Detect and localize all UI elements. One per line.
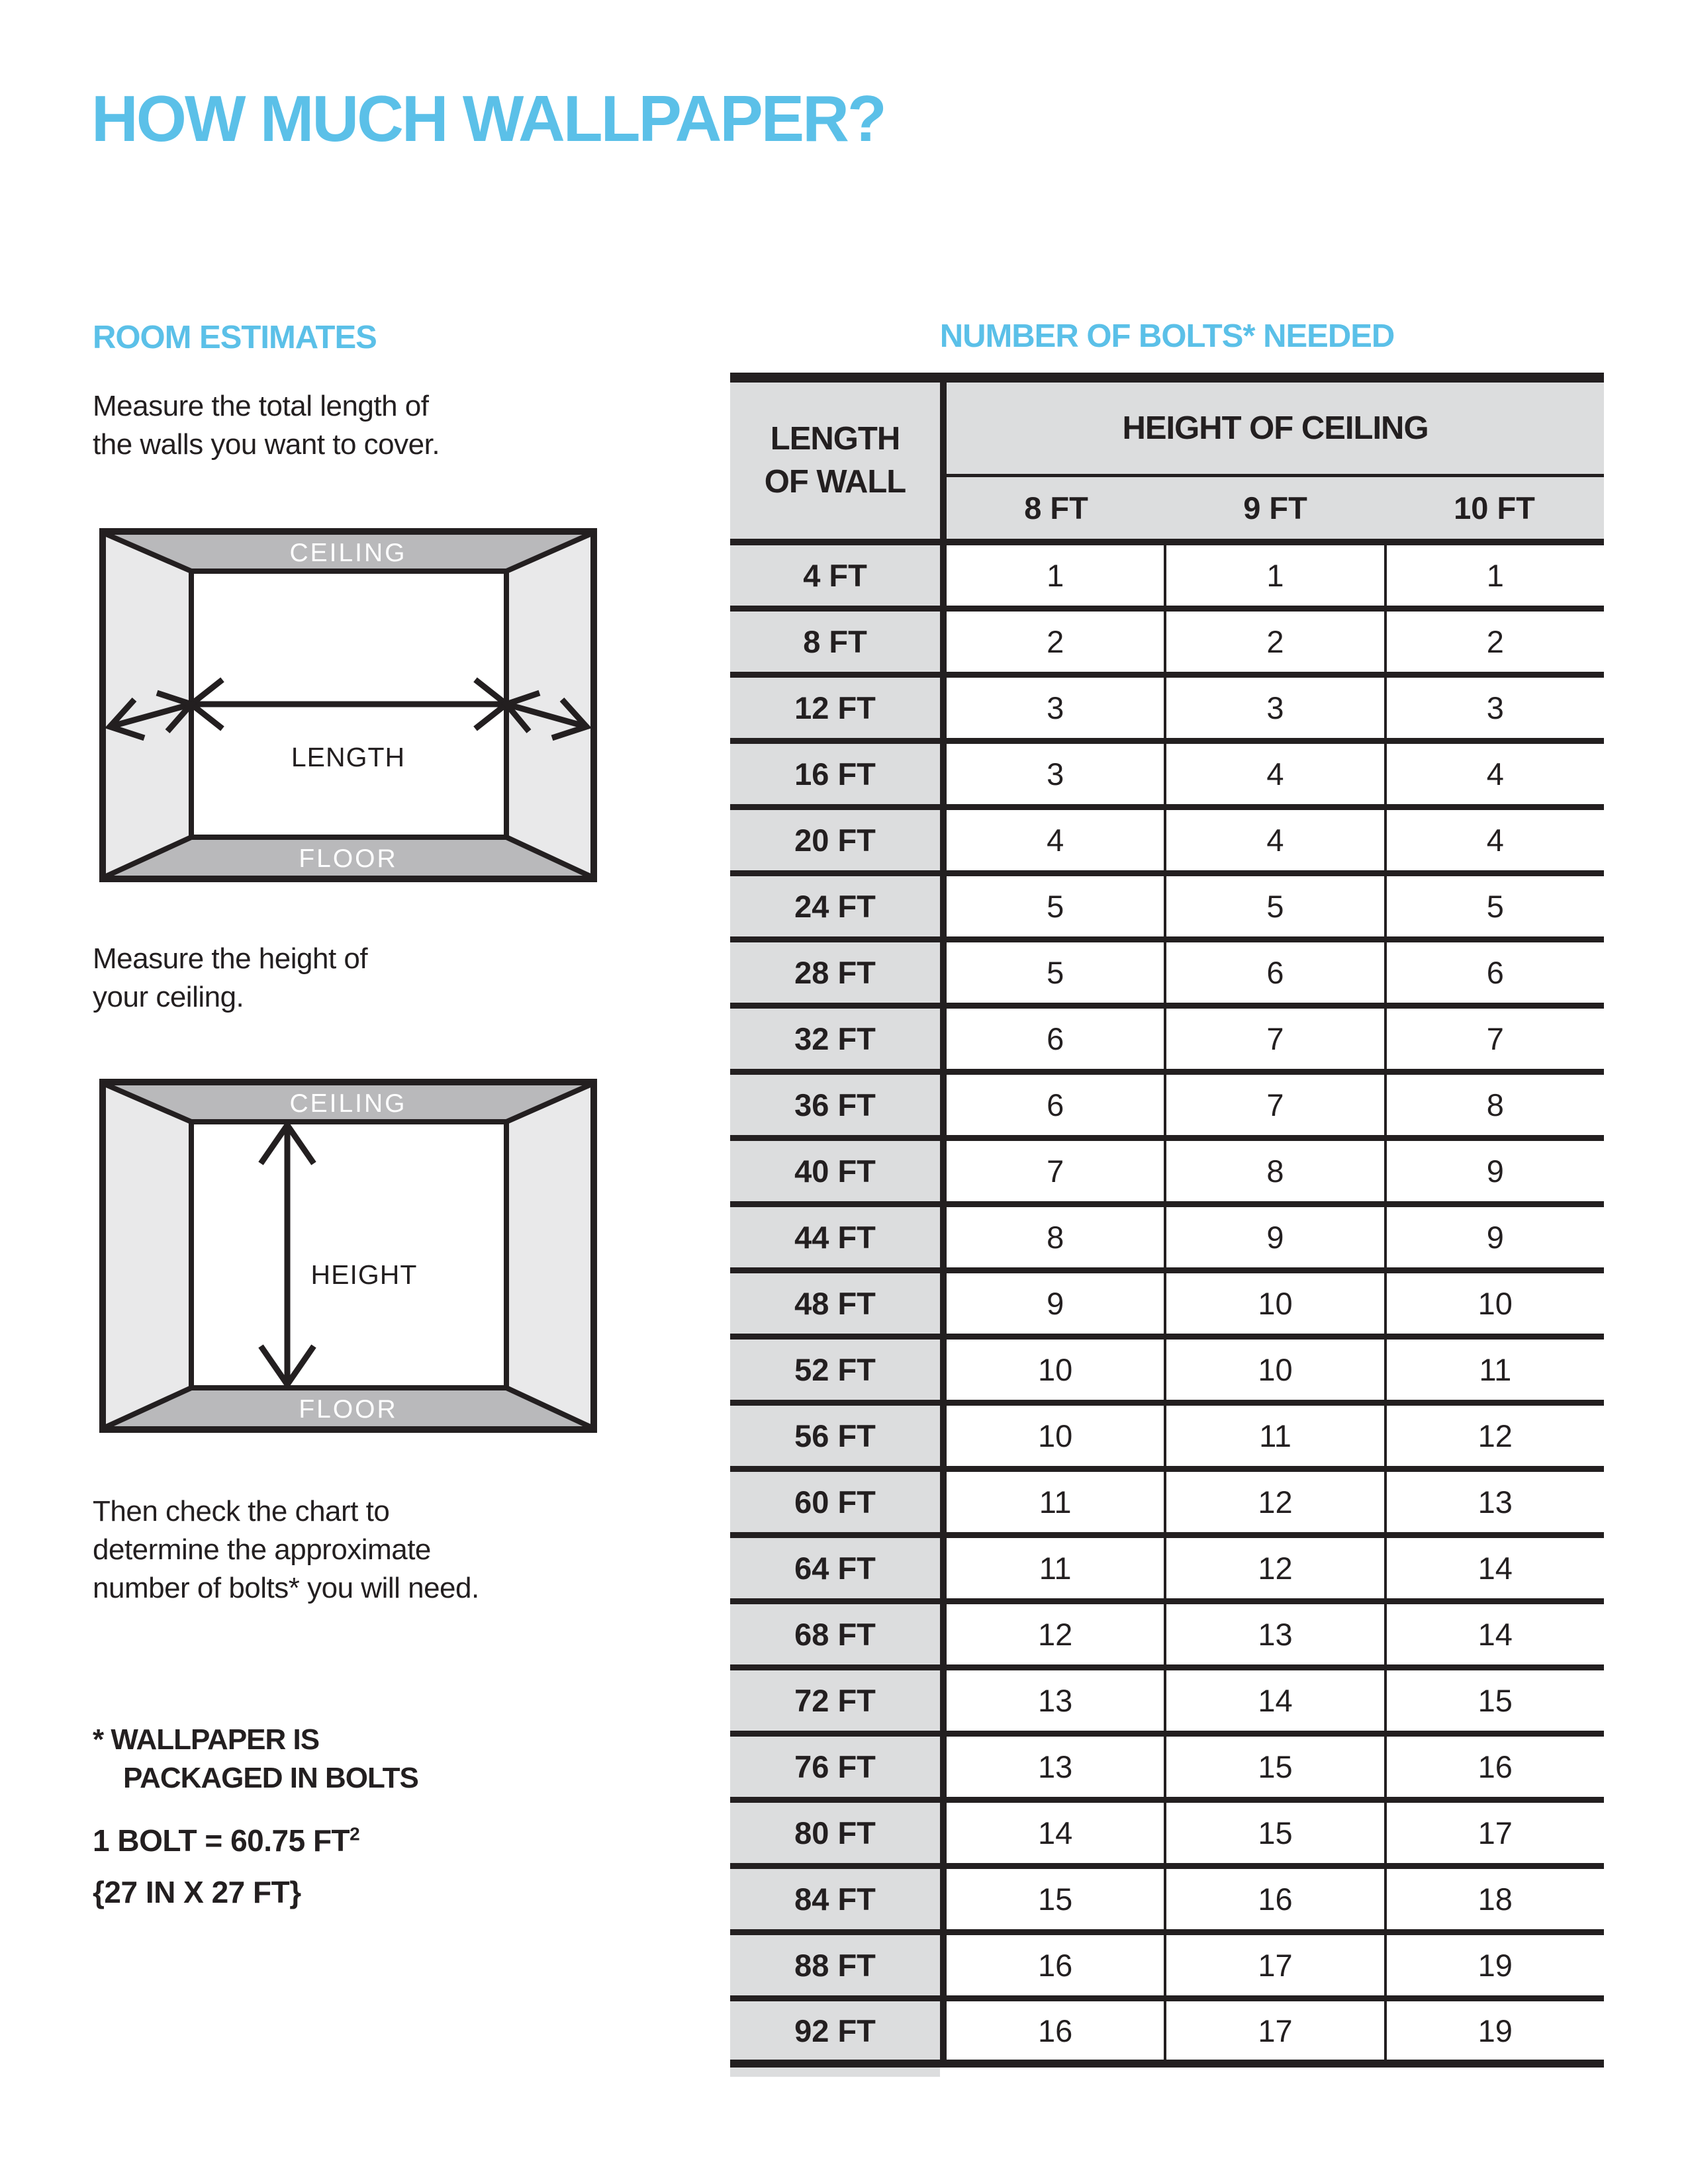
bolts-footnote-line2: PACKAGED IN BOLTS [123,1762,418,1795]
bolt-count-cell: 6 [947,1009,1164,1069]
bolt-count-cell: 1 [947,545,1164,606]
bolt-count-cell: 11 [947,1472,1164,1532]
bolt-count-cell: 15 [1164,1803,1383,1863]
column-divider [940,744,947,804]
header-bottom-border [730,539,1604,545]
table-row [730,1340,1604,1406]
bolt-count-cell: 6 [1164,942,1383,1003]
page-title: HOW MUCH WALLPAPER? [91,82,885,155]
bolt-count-cell: 15 [1164,1737,1383,1797]
bolt-count-cell: 4 [1384,744,1604,804]
instruction-height-line2: your ceiling. [93,981,244,1014]
bolt-count-cell: 11 [947,1538,1164,1598]
bolt-count-cell: 16 [1384,1737,1604,1797]
bolt-count-cell: 4 [947,810,1164,870]
room-length-diagram [99,528,597,882]
wall-length-cell: 60 FT [730,1472,940,1532]
table-header [730,383,1604,539]
bolt-count-cell: 18 [1384,1869,1604,1929]
bolt-count-cell: 8 [947,1207,1164,1267]
table-row [730,942,1604,1009]
table-row [730,612,1604,678]
right-wall-surface [506,1084,592,1428]
bolt-count-cell: 10 [1164,1340,1383,1400]
bolt-dimensions: {27 IN X 27 FT} [93,1875,301,1910]
wall-length-cell: 80 FT [730,1803,940,1863]
wall-length-cell: 44 FT [730,1207,940,1267]
column-divider [940,876,947,936]
bolts-footnote [93,1721,418,1797]
wall-length-cell: 48 FT [730,1273,940,1334]
bolt-count-cell: 2 [1384,612,1604,672]
bolt-count-cell: 7 [1164,1075,1383,1135]
bolt-count-cell: 10 [947,1406,1164,1466]
wall-length-cell: 52 FT [730,1340,940,1400]
column-divider [940,810,947,870]
bolt-count-cell: 11 [1164,1406,1383,1466]
bolt-count-cell: 8 [1384,1075,1604,1135]
instruction-height [93,940,367,1017]
bolt-count-cell: 16 [1164,1869,1383,1929]
bolt-count-cell: 4 [1164,810,1383,870]
bolt-equivalence: 1 BOLT = 60.75 $FT^2$ [93,1823,360,1858]
instruction-height-line1: Measure the height of [93,942,368,975]
table-row [730,1935,1604,2001]
wall-length-cell: 76 FT [730,1737,940,1797]
table-row [730,2001,1604,2068]
column-divider [940,1009,947,1069]
bolts-table [730,373,1604,2077]
bolt-count-cell: 11 [1384,1340,1604,1400]
table-row [730,876,1604,942]
bolt-count-cell: 15 [947,1869,1164,1929]
table-row [730,1803,1604,1869]
ceiling-heights-row [947,477,1604,539]
table-row [730,678,1604,744]
wall-length-cell: 24 FT [730,876,940,936]
wall-length-cell: 64 FT [730,1538,940,1598]
column-divider [940,1737,947,1797]
length-label: LENGTH [291,742,406,772]
bolt-count-cell: 9 [947,1273,1164,1334]
instruction-chart-line2: determine the approximate [93,1533,431,1567]
bolts-needed-heading: NUMBER OF BOLTS* NEEDED [939,318,1395,354]
column-divider [940,1604,947,1664]
bolt-count-cell: 14 [1164,1670,1383,1731]
wall-length-cell: 36 FT [730,1075,940,1135]
bolt-count-cell: 17 [1164,2001,1383,2060]
wall-length-cell: 28 FT [730,942,940,1003]
bolt-count-cell: 9 [1384,1141,1604,1201]
column-divider [940,545,947,606]
bolt-count-cell: 6 [947,1075,1164,1135]
bolts-footnote-line1: * WALLPAPER IS [93,1723,320,1756]
wall-length-cell: 20 FT [730,810,940,870]
bolt-count-cell: 12 [1384,1406,1604,1466]
bolt-count-cell: 8 [1164,1141,1383,1201]
ceiling-label: CEILING [289,539,407,567]
bolt-count-cell: 4 [1164,744,1383,804]
table-row [730,1273,1604,1340]
instruction-chart-line1: Then check the chart to [93,1495,390,1527]
back-wall [191,1122,506,1388]
column-divider [940,1935,947,1995]
table-row [730,1670,1604,1737]
bolt-count-cell: 17 [1164,1935,1383,1995]
height-col-10ft: 10 FT [1454,490,1535,525]
table-row [730,744,1604,810]
wall-length-cell: 72 FT [730,1670,940,1731]
instruction-chart [93,1492,479,1608]
table-row [730,1538,1604,1604]
column-divider [940,612,947,672]
bolt-count-cell: 7 [1164,1009,1383,1069]
length-of-wall-line2: OF WALL [764,464,906,500]
ceiling-label: CEILING [289,1089,407,1118]
instruction-chart-line3: number of bolts* you will need. [93,1572,479,1605]
column-divider [940,1406,947,1466]
height-of-ceiling-header [947,383,1604,539]
bolt-count-cell: 3 [1384,678,1604,738]
bolt-count-cell: 7 [947,1141,1164,1201]
column-divider [940,678,947,738]
height-col-8ft: 8 FT [1024,490,1088,525]
wall-length-cell: 8 FT [730,612,940,672]
table-row [730,1604,1604,1670]
column-divider [940,1273,947,1334]
bolt-count-cell: 3 [947,678,1164,738]
bolt-count-cell: 12 [1164,1472,1383,1532]
bolt-count-cell: 16 [947,2001,1164,2060]
column-divider [940,383,947,539]
table-row [730,1406,1604,1472]
bolt-spec [93,1815,359,1918]
column-divider [940,1207,947,1267]
bolt-count-cell: 14 [947,1803,1164,1863]
bolt-count-cell: 3 [947,744,1164,804]
floor-label: FLOOR [299,844,398,873]
bolt-count-cell: 19 [1384,1935,1604,1995]
bolt-count-cell: 5 [1384,876,1604,936]
squared-superscript: 2 [350,1823,360,1844]
wall-length-cell: 88 FT [730,1935,940,1995]
column-divider [940,1340,947,1400]
height-col-9ft: 9 FT [1243,490,1307,525]
wall-length-cell: 68 FT [730,1604,940,1664]
table-row [730,810,1604,876]
wall-length-cell: 4 FT [730,545,940,606]
bolt-count-cell: 16 [947,1935,1164,1995]
bolt-count-cell: 4 [1384,810,1604,870]
instruction-length [93,387,440,464]
bolt-count-cell: 17 [1384,1803,1604,1863]
instruction-length-line2: the walls you want to cover. [93,428,440,461]
column-divider [940,2001,947,2060]
wall-length-cell: 84 FT [730,1869,940,1929]
bolt-count-cell: 19 [1384,2001,1604,2060]
table-row [730,1009,1604,1075]
bolt-count-cell: 13 [1384,1472,1604,1532]
bolt-count-cell: 1 [1384,545,1604,606]
bolt-count-cell: 10 [1164,1273,1383,1334]
column-divider [940,1803,947,1863]
column-divider [940,1538,947,1598]
column-divider [940,1472,947,1532]
table-row [730,1869,1604,1935]
bolt-count-cell: 12 [947,1604,1164,1664]
table-row [730,545,1604,612]
floor-label: FLOOR [299,1395,398,1424]
column-divider [940,1670,947,1731]
left-wall-surface [105,1084,191,1428]
bolt-count-cell: 10 [1384,1273,1604,1334]
bolt-count-cell: 15 [1384,1670,1604,1731]
bolt-count-cell: 9 [1164,1207,1383,1267]
bolt-count-cell: 5 [1164,876,1383,936]
bolt-count-cell: 13 [1164,1604,1383,1664]
bolt-count-cell: 3 [1164,678,1383,738]
instruction-length-line1: Measure the total length of [93,390,429,422]
height-of-ceiling-label: HEIGHT OF CEILING [1122,410,1429,446]
table-top-border [730,373,1604,383]
bolt-count-cell: 6 [1384,942,1604,1003]
table-row [730,1737,1604,1803]
length-of-wall-header [730,383,940,539]
column-divider [940,942,947,1003]
table-row [730,1075,1604,1141]
bolt-count-cell: 5 [947,876,1164,936]
left-column-stub [730,2068,940,2077]
bolt-count-cell: 13 [947,1737,1164,1797]
wall-length-cell: 40 FT [730,1141,940,1201]
bolt-count-cell: 2 [1164,612,1383,672]
wall-length-cell: 56 FT [730,1406,940,1466]
wall-length-cell: 12 FT [730,678,940,738]
length-of-wall-line1: LENGTH [770,420,900,457]
bolt-count-cell: 14 [1384,1538,1604,1598]
table-rows [730,545,1604,2068]
bolt-count-cell: 1 [1164,545,1383,606]
wall-length-cell: 16 FT [730,744,940,804]
bolt-count-cell: 13 [947,1670,1164,1731]
room-height-diagram [99,1079,597,1433]
column-divider [940,1869,947,1929]
bolt-count-cell: 10 [947,1340,1164,1400]
bolt-count-cell: 14 [1384,1604,1604,1664]
height-label: HEIGHT [310,1259,418,1290]
table-row [730,1472,1604,1538]
bolt-count-cell: 12 [1164,1538,1383,1598]
wall-length-cell: 32 FT [730,1009,940,1069]
bolt-count-cell: 9 [1384,1207,1604,1267]
room-estimates-heading: ROOM ESTIMATES [93,320,377,355]
table-row [730,1141,1604,1207]
bolt-count-cell: 7 [1384,1009,1604,1069]
bolt-count-cell: 2 [947,612,1164,672]
table-row [730,1207,1604,1273]
column-divider [940,1075,947,1135]
bolt-count-cell: 5 [947,942,1164,1003]
wall-length-cell: 92 FT [730,2001,940,2060]
column-divider [940,1141,947,1201]
